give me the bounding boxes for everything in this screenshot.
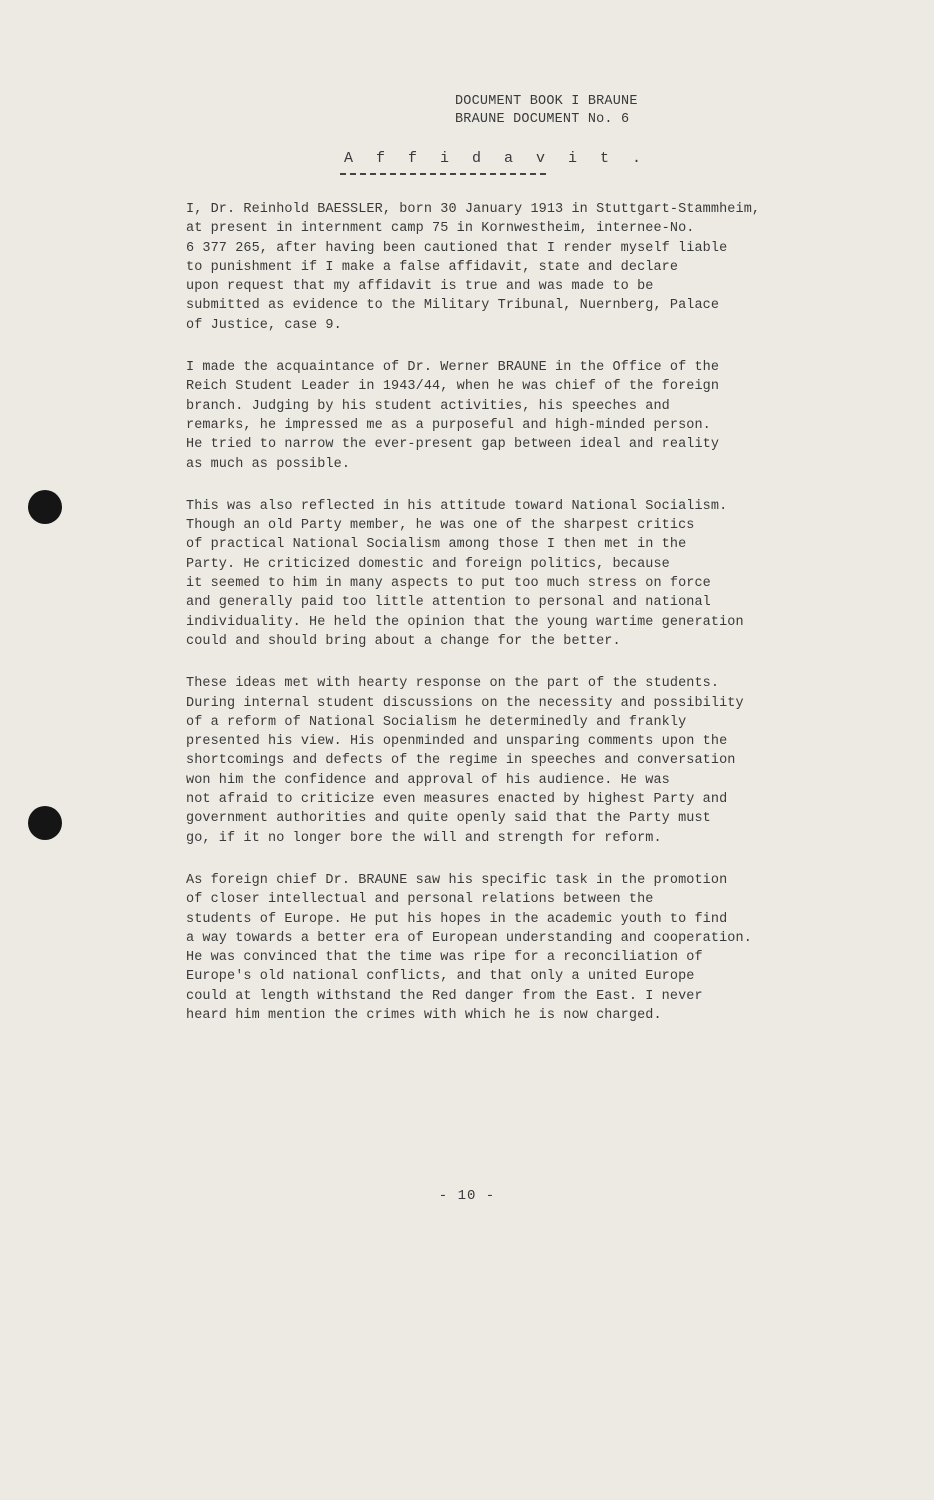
affidavit-body	[186, 200, 876, 1048]
text-line: and generally paid too little attention to personal and national	[186, 595, 711, 611]
text-line: These ideas met with hearty response on the part of the students.	[186, 676, 720, 692]
text-line: branch. Judging by his student activities, his speeches and	[186, 398, 670, 414]
text-line: Europe's old national conflicts, and that only a united Europe	[186, 969, 695, 985]
text-line: 6 377 265, after having been cautioned that I render myself liable	[186, 240, 728, 256]
text-line: Reich Student Leader in 1943/44, when he was chief of the foreign	[186, 379, 720, 395]
document-header	[455, 93, 755, 129]
text-line: could and should bring about a change for the better.	[186, 633, 621, 649]
text-line: it seemed to him in many aspects to put too much stress on force	[186, 576, 711, 592]
page-number: - 10 -	[438, 1188, 496, 1204]
text-line: students of Europe. He put his hopes in the academic youth to find	[186, 911, 728, 927]
text-line: to punishment if I make a false affidavit, state and declare	[186, 259, 679, 275]
text-line: Party. He criticized domestic and foreign politics, because	[186, 556, 670, 572]
text-line: individuality. He held the opinion that the young wartime generation	[186, 614, 744, 630]
text-line: presented his view. His openminded and unsparing comments upon the	[186, 734, 728, 750]
text-line: of a reform of National Socialism he determinedly and frankly	[186, 714, 687, 730]
text-line: won him the confidence and approval of his audience. He was	[186, 772, 670, 788]
text-line: of closer intellectual and personal relations between the	[186, 892, 654, 908]
text-line: as much as possible.	[186, 456, 351, 472]
text-line: heard him mention the crimes with which he is now charged.	[186, 1007, 662, 1023]
text-line: This was also reflected in his attitude toward National Socialism.	[186, 498, 728, 514]
paragraph	[186, 674, 876, 848]
text-line: not afraid to criticize even measures enacted by highest Party and	[186, 792, 728, 808]
text-line: submitted as evidence to the Military Tribunal, Nuernberg, Palace	[186, 298, 720, 314]
header-line-document: BRAUNE DOCUMENT No. 6	[455, 112, 630, 127]
text-line: upon request that my affidavit is true and was made to be	[186, 279, 654, 295]
text-line: He tried to narrow the ever-present gap between ideal and reality	[186, 437, 720, 453]
paragraph	[186, 497, 876, 651]
document-title: A f f i d a v i t .	[344, 150, 649, 167]
header-line-book: DOCUMENT BOOK I BRAUNE	[455, 94, 638, 109]
text-line: could at length withstand the Red danger from the East. I never	[186, 988, 703, 1004]
text-line: of practical National Socialism among those I then met in the	[186, 537, 687, 553]
text-line: of Justice, case 9.	[186, 317, 342, 333]
punch-hole-upper	[28, 490, 62, 524]
text-line: Though an old Party member, he was one of the sharpest critics	[186, 518, 695, 534]
text-line: I made the acquaintance of Dr. Werner BRAUNE in the Office of the	[186, 360, 720, 376]
text-line: During internal student discussions on the necessity and possibility	[186, 695, 744, 711]
paragraph	[186, 200, 876, 335]
text-line: government authorities and quite openly said that the Party must	[186, 811, 711, 827]
punch-hole-lower	[28, 806, 62, 840]
text-line: shortcomings and defects of the regime in speeches and conversation	[186, 753, 736, 769]
text-line: remarks, he impressed me as a purposeful and high-minded person.	[186, 417, 711, 433]
text-line: go, if it no longer bore the will and strength for reform.	[186, 830, 662, 846]
paragraph	[186, 358, 876, 474]
text-line: I, Dr. Reinhold BAESSLER, born 30 January 1913 in Stuttgart-Stammheim,	[186, 202, 761, 217]
title-underline	[340, 173, 546, 175]
text-line: He was convinced that the time was ripe for a reconciliation of	[186, 950, 703, 966]
text-line: As foreign chief Dr. BRAUNE saw his specific task in the promotion	[186, 872, 728, 888]
paragraph	[186, 871, 876, 1025]
text-line: at present in internment camp 75 in Kornwestheim, internee-No.	[186, 221, 695, 237]
text-line: a way towards a better era of European understanding and cooperation.	[186, 930, 752, 946]
